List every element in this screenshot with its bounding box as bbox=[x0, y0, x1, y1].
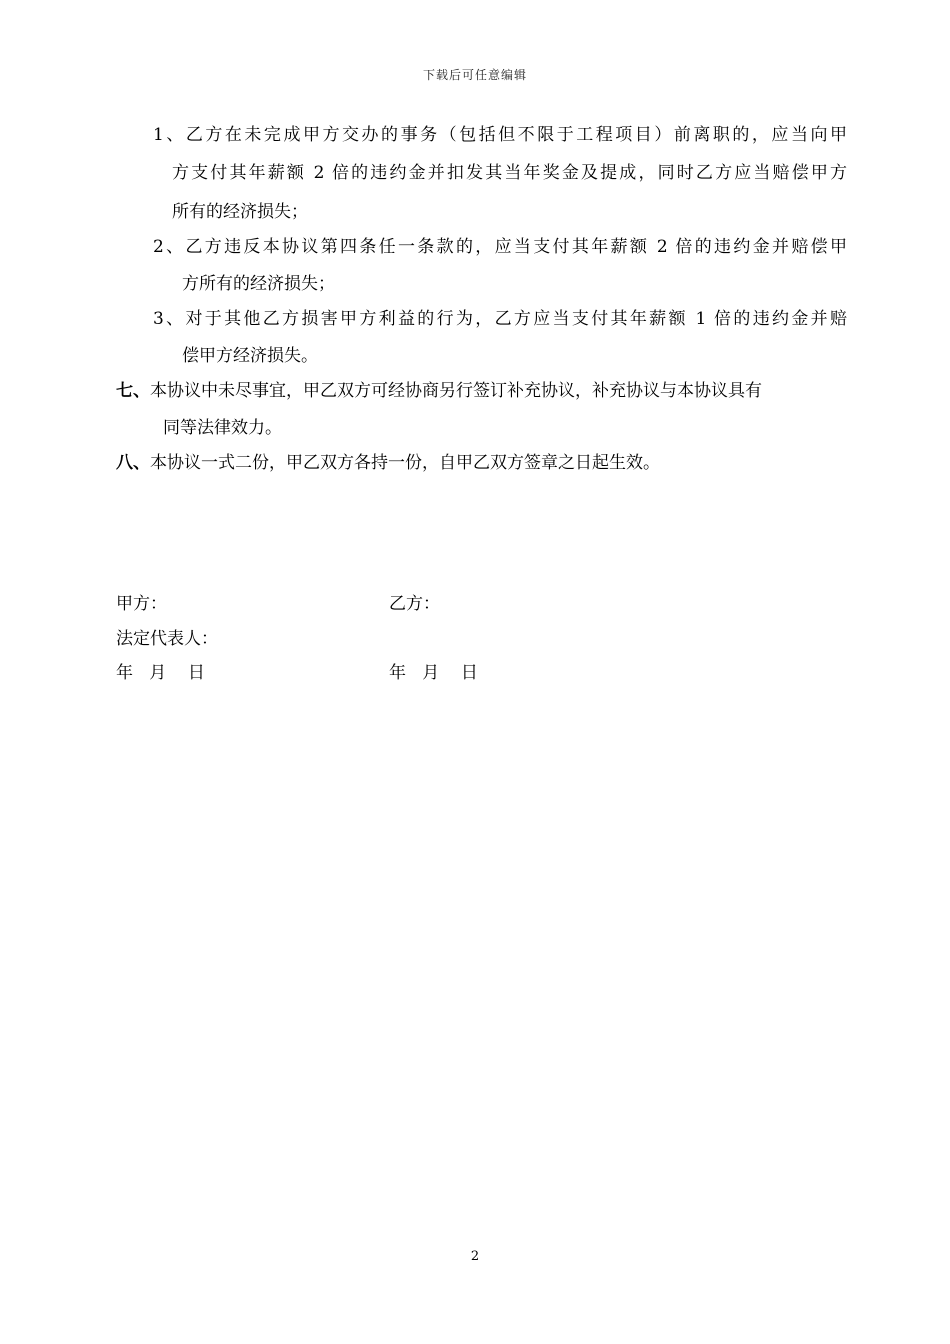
article-7-line-1 bbox=[116, 381, 847, 401]
clause-2-line-2: 方所有的经济损失； bbox=[182, 274, 335, 294]
party-a-date: 年 月 日 bbox=[116, 663, 205, 683]
clause-3-line-1: 3、对于其他乙方损害甲方利益的行为，乙方应当支付其年薪额 1 倍的违约金并赔 bbox=[153, 309, 847, 329]
article-8-text: 本协议一式二份，甲乙双方各持一份，自甲乙双方签章之日起生效。 bbox=[150, 453, 660, 473]
party-b-date: 年 月 日 bbox=[389, 663, 478, 683]
legal-representative-label: 法定代表人： bbox=[116, 629, 218, 649]
article-7-text: 本协议中未尽事宜，甲乙双方可经协商另行签订补充协议，补充协议与本协议具有 bbox=[150, 381, 762, 401]
party-b-label: 乙方： bbox=[389, 594, 440, 614]
article-7-number: 七、 bbox=[116, 381, 150, 401]
clause-1-line-3: 所有的经济损失； bbox=[172, 202, 308, 222]
clause-1-line-1: 1、乙方在未完成甲方交办的事务（包括但不限于工程项目）前离职的，应当向甲 bbox=[153, 125, 847, 145]
article-7-line-2: 同等法律效力。 bbox=[163, 418, 282, 438]
party-a-label: 甲方： bbox=[116, 594, 167, 614]
clause-2-line-1: 2、乙方违反本协议第四条任一条款的，应当支付其年薪额 2 倍的违约金并赔偿甲 bbox=[153, 237, 847, 257]
page-header: 下载后可任意编辑 bbox=[422, 68, 527, 82]
article-8-number: 八、 bbox=[116, 453, 150, 473]
clause-1-line-2: 方支付其年薪额 2 倍的违约金并扣发其当年奖金及提成，同时乙方应当赔偿甲方 bbox=[172, 163, 847, 183]
page-number: 2 bbox=[470, 1249, 480, 1264]
clause-3-line-2: 偿甲方经济损失。 bbox=[182, 346, 318, 366]
article-8-line-1 bbox=[116, 453, 660, 473]
